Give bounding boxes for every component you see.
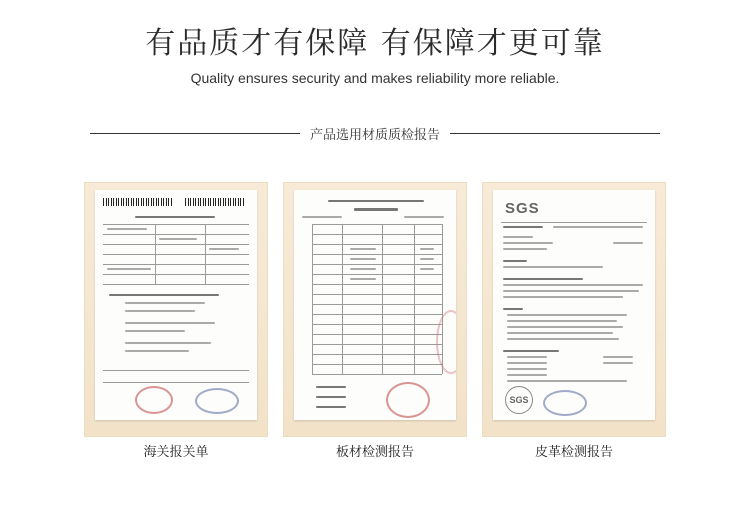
- blue-seal-stamp: [195, 388, 239, 414]
- certificate-caption: 皮革检测报告: [534, 445, 613, 460]
- customs-document-image: [95, 190, 257, 420]
- leather-report-document-image: [493, 190, 655, 420]
- red-seal-stamp: [135, 386, 173, 414]
- red-seal-stamp: [386, 382, 430, 418]
- certificate-card-customs[interactable]: [85, 183, 267, 460]
- sgs-logo: SGS: [505, 200, 540, 217]
- section-divider: [90, 124, 660, 142]
- certificate-card-board[interactable]: [284, 183, 466, 460]
- certificate-caption: 板材检测报告: [335, 445, 414, 460]
- barcode-icon: [185, 198, 245, 206]
- divider-line-left: [90, 133, 300, 134]
- board-report-document-image: [294, 190, 456, 420]
- page-subheadline: Quality ensures security and makes reliability more reliable.: [190, 70, 560, 86]
- page-headline: 有品质才有保障 有保障才更可靠: [145, 26, 605, 61]
- barcode-icon: [103, 198, 173, 206]
- section-title: 产品选用材质质检报告: [310, 127, 441, 143]
- certificate-card-leather[interactable]: [483, 183, 665, 460]
- divider-line-right: [450, 133, 660, 134]
- sgs-seal-icon: SGS: [505, 386, 533, 414]
- certificate-caption: 海关报关单: [143, 445, 209, 460]
- certificate-row: [0, 183, 750, 463]
- blue-seal-stamp: [543, 390, 587, 416]
